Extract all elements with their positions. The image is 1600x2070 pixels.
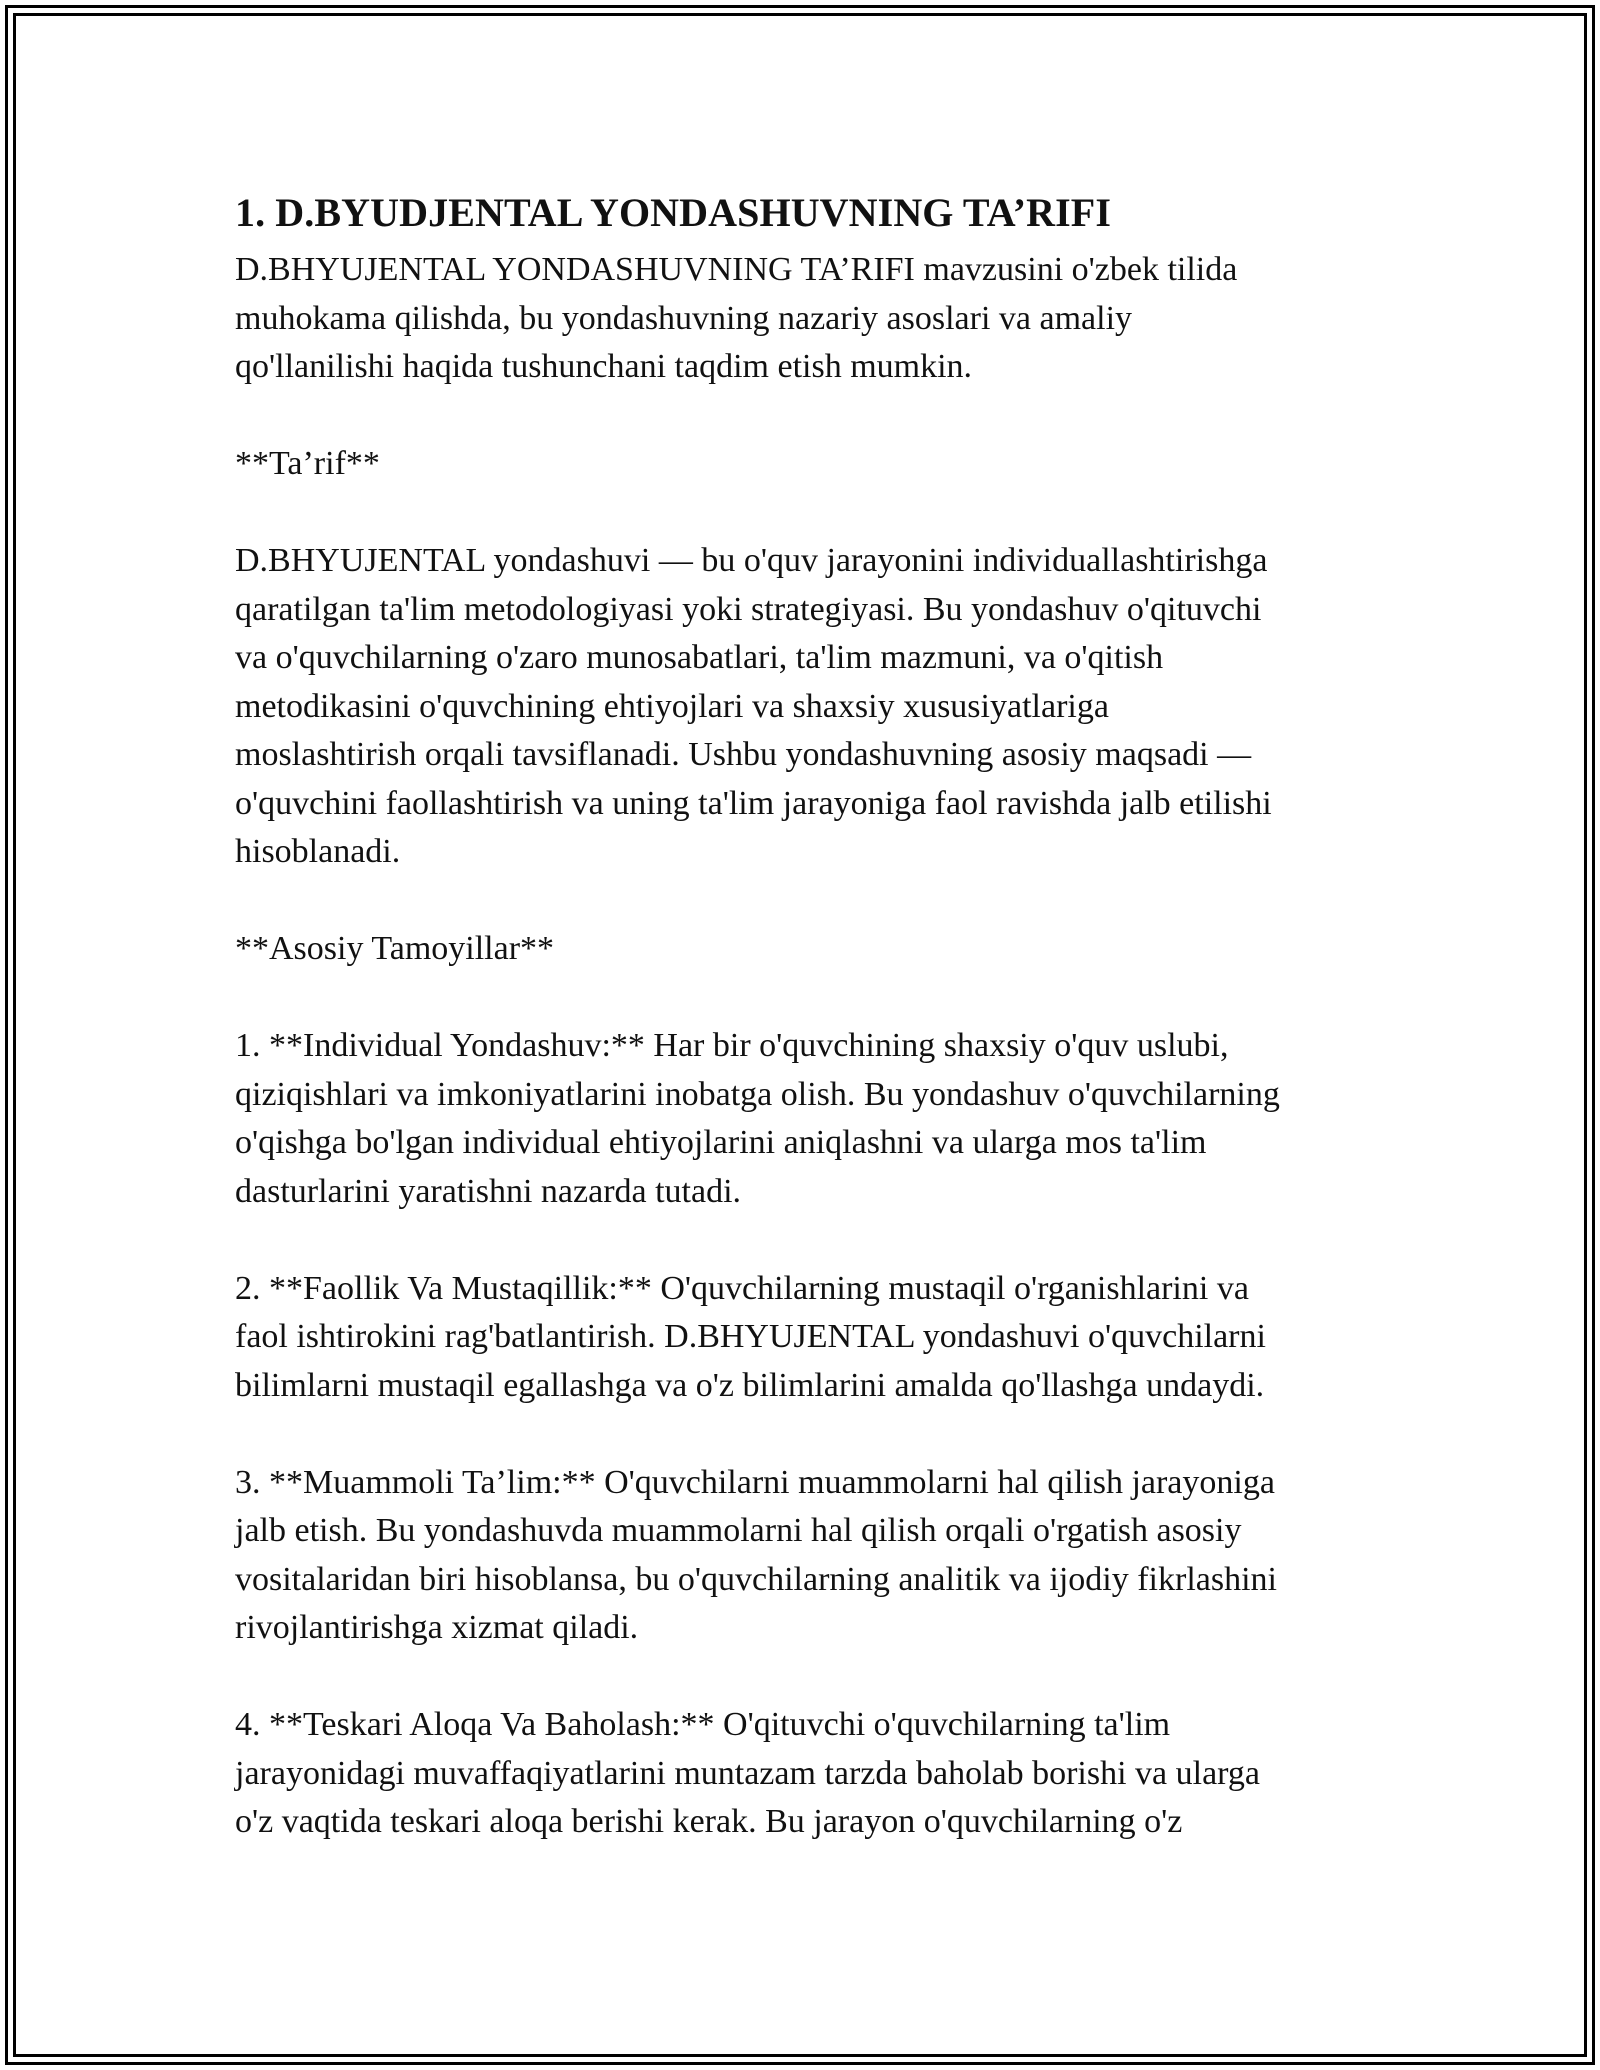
paragraph-spacer	[235, 974, 1385, 1023]
text-line: qaratilgan ta'lim metodologiyasi yoki strategiyasi. Bu yondashuv o'qituvchi	[235, 590, 1262, 628]
paragraph-spacer	[235, 877, 1385, 926]
paragraph-list	[235, 246, 1385, 1847]
paragraph-spacer	[235, 489, 1385, 538]
text-line: muhokama qilishda, bu yondashuvning nazariy asoslari va amaliy	[235, 299, 1133, 337]
definition-heading	[235, 440, 1385, 489]
text-line: o'quvchini faollashtirish va uning ta'lim jarayoniga faol ravishda jalb etilishi	[235, 784, 1272, 822]
principle-3-paragraph	[235, 1459, 1385, 1653]
text-line: D.BHYUJENTAL YONDASHUVNING TA’RIFI mavzusini o'zbek tilida	[235, 251, 1238, 288]
text-line: metodikasini o'quvchining ehtiyojlari va shaxsiy xususiyatlariga	[235, 687, 1109, 725]
text-line: faol ishtirokini rag'batlantirish. D.BHYUJENTAL yondashuvi o'quvchilarni	[235, 1318, 1266, 1355]
text-line: 1. **Individual Yondashuv:** Har bir o'quvchining shaxsiy o'quv uslubi,	[235, 1027, 1229, 1064]
text-line: dasturlarini yaratishni nazarda tutadi.	[235, 1172, 742, 1210]
principles-heading	[235, 925, 1385, 974]
definition-paragraph	[235, 537, 1385, 877]
text-line: vositalaridan biri hisoblansa, bu o'quvchilarning analitik va ijodiy fikrlashini	[235, 1560, 1277, 1598]
document-body	[235, 186, 1385, 1847]
text-line: **Ta’rif**	[235, 445, 380, 482]
text-line: jarayonidagi muvaffaqiyatlarini muntazam tarzda baholab borishi va ularga	[235, 1754, 1260, 1792]
text-line: rivojlantirishga xizmat qiladi.	[235, 1609, 639, 1646]
text-line: moslashtirish orqali tavsiflanadi. Ushbu yondashuvning asosiy maqsadi —	[235, 736, 1252, 773]
document-title: 1. D.BYUDJENTAL YONDASHUVNING TA’RIFI	[235, 190, 1112, 235]
text-line: qo'llanilishi haqida tushunchani taqdim etish mumkin.	[235, 348, 973, 385]
principle-1-paragraph	[235, 1022, 1385, 1216]
text-line: qiziqishlari va imkoniyatlarini inobatga olish. Bu yondashuv o'quvchilarning	[235, 1075, 1280, 1113]
text-line: jalb etish. Bu yondashuvda muammolarni hal qilish orqali o'rgatish asosiy	[235, 1512, 1242, 1549]
text-line: 2. **Faollik Va Mustaqillik:** O'quvchilarning mustaqil o'rganishlarini va	[235, 1269, 1249, 1307]
paragraph-spacer	[235, 1216, 1385, 1265]
principle-2-paragraph	[235, 1265, 1385, 1411]
paragraph-spacer	[235, 1410, 1385, 1459]
principle-4-paragraph	[235, 1701, 1385, 1847]
text-line: o'z vaqtida teskari aloqa berishi kerak. Bu jarayon o'quvchilarning o'z	[235, 1803, 1183, 1840]
text-line: 4. **Teskari Aloqa Va Baholash:** O'qituvchi o'quvchilarning ta'lim	[235, 1706, 1171, 1743]
text-line: 3. **Muammoli Ta’lim:** O'quvchilarni muammolarni hal qilish jarayoniga	[235, 1463, 1275, 1501]
text-line: o'qishga bo'lgan individual ehtiyojlarini aniqlashni va ularga mos ta'lim	[235, 1124, 1207, 1161]
paragraph-spacer	[235, 1653, 1385, 1702]
text-line: **Asosiy Tamoyillar**	[235, 930, 555, 967]
paragraph-spacer	[235, 392, 1385, 441]
intro-paragraph	[235, 246, 1385, 392]
text-line: hisoblanadi.	[235, 833, 401, 870]
text-line: bilimlarni mustaqil egallashga va o'z bilimlarini amalda qo'llashga undaydi.	[235, 1366, 1265, 1404]
text-line: D.BHYUJENTAL yondashuvi — bu o'quv jarayonini individuallashtirishga	[235, 542, 1268, 579]
text-line: va o'quvchilarning o'zaro munosabatlari, ta'lim mazmuni, va o'qitish	[235, 639, 1164, 676]
